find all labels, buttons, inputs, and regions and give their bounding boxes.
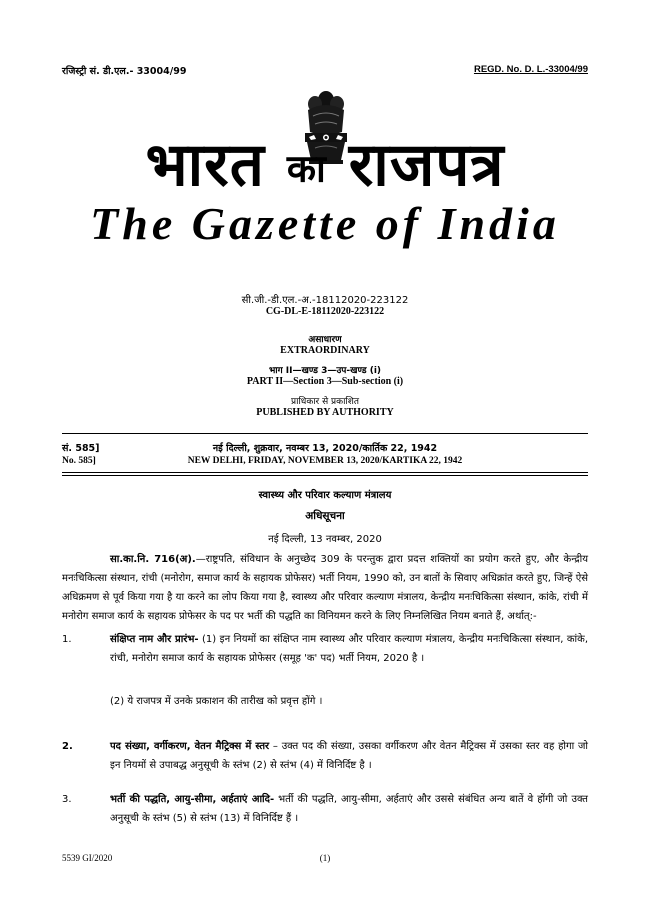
gazette-code-hindi: सी.जी.-डी.एल.-अ.-18112020-223122 xyxy=(241,295,409,306)
preamble-text: —राष्ट्रपति, संविधान के अनुच्छेद 309 के परन्तुक द्वारा प्रदत्त शक्तियों का प्रयोग करते हुए, और केन्द्रीय मनःचिकित्सा संस्थान, रांची (मनोरोग, समाज कार्य के सहायक प्रोफेसर) भर्ती नियम, 1990 को, उन बातों के सिवाए अधिक्रांत करते हुए, जिन्हें ऐसे अधिक्रमण से पूर्व किया गया है या करने का लोप किया गया है, स्वास्थ्य और परिवार कल्याण मंत्रालय, केन्द्रीय मनःचिकित्सा संस्थान, कांके, रांची में मनोरोग समाज कार्य के सहायक प्रोफेसर के पद पर भर्ती की पद्धति का विनियमन करने के लिए निम्नलिखित नियम बनाते हैं, अर्थात्:- xyxy=(62,554,588,622)
extraordinary-hindi: असाधारण xyxy=(308,335,342,345)
registration-number-english: REGD. No. D. L.-33004/99 xyxy=(473,64,588,75)
published-by-authority-english: PUBLISHED BY AUTHORITY xyxy=(256,407,394,418)
preamble-paragraph xyxy=(62,550,588,626)
divider-bottom xyxy=(62,472,588,473)
rule-3 xyxy=(62,790,588,828)
part-section-english: PART II—Section 3—Sub-section (i) xyxy=(246,376,404,387)
masthead-english: The Gazette of India xyxy=(90,198,560,249)
divider-bottom-thin xyxy=(62,475,588,476)
place-date: नई दिल्ली, 13 नवम्बर, 2020 xyxy=(268,534,382,545)
published-by-authority-hindi: प्राधिकार से प्रकाशित xyxy=(291,397,359,407)
rule-3-number: 3. xyxy=(62,794,72,805)
divider-top xyxy=(62,433,588,434)
notification-title: अधिसूचना xyxy=(305,510,345,522)
extraordinary-english: EXTRAORDINARY xyxy=(280,345,370,356)
rule-2-text: – उक्त पद की संख्या, उसका वर्गीकरण और वेतन मैट्रिक्स में उसका स्तर वह होगा जो इन नियमों से उपाबद्ध अनुसूची के स्तंभ (2) से स्तंभ (4) में विनिर्दिष्ट है । xyxy=(110,741,588,771)
ministry-name: स्वास्थ्य और परिवार कल्याण मंत्रालय xyxy=(258,490,392,501)
rule-1-heading: संक्षिप्त नाम और प्रारंभ- xyxy=(110,634,199,645)
rule-1-text: (1) इन नियमों का संक्षिप्त नाम स्वास्थ्य और परिवार कल्याण मंत्रालय, केन्द्रीय मनःचिकित्सा संस्थान, कांके, रांची, मनोरोग समाज कार्य के सहायक प्रोफेसर (समूह 'क' पद) भर्ती नियम, 2020 है । xyxy=(110,634,588,664)
rule-2-heading: पद संख्या, वर्गीकरण, वेतन मैट्रिक्स में स्तर xyxy=(110,741,270,752)
registration-number-hindi: रजिस्ट्री सं. डी.एल.- 33004/99 xyxy=(62,66,187,77)
rule-3-heading: भर्ती की पद्धति, आयु-सीमा, अर्हताएं आदि- xyxy=(110,794,275,805)
rule-1-sub-text: (2) ये राजपत्र में उनके प्रकाशन की तारीख को प्रवृत्त होंगे । xyxy=(110,696,323,707)
issue-date-hindi: नई दिल्ली, शुक्रवार, नवम्बर 13, 2020/कार्तिक 22, 1942 xyxy=(212,443,438,454)
masthead-hindi-ka: का xyxy=(286,146,327,191)
rule-2-number: 2. xyxy=(62,741,73,752)
rule-1-number: 1. xyxy=(62,634,72,645)
issue-date-english: NEW DELHI, FRIDAY, NOVEMBER 13, 2020/KARTIKA 22, 1942 xyxy=(187,456,463,466)
rule-1-sub xyxy=(62,692,588,711)
gazette-code-english: CG-DL-E-18112020-223122 xyxy=(265,306,385,317)
gsr-number: सा.का.नि. 716(अ). xyxy=(110,554,196,565)
footer-code: 5539 GI/2020 xyxy=(62,853,113,863)
page-number: (1) xyxy=(319,853,331,863)
masthead-hindi-bharat: भारत xyxy=(145,130,265,200)
masthead-hindi-rajpatra: राजपत्र xyxy=(348,130,505,200)
rule-2 xyxy=(62,737,588,775)
masthead-hindi xyxy=(0,130,650,203)
rule-1 xyxy=(62,630,588,668)
rule-3-text: भर्ती की पद्धति, आयु-सीमा, अर्हताएं और उससे संबंधित अन्य बातें वे होंगी जो उक्त अनुसूची के स्तंभ (5) से स्तंभ (13) में विनिर्दिष्ट हैं । xyxy=(110,794,589,824)
issue-number-hindi: सं. 585] xyxy=(62,443,100,454)
part-section-hindi: भाग II—खण्ड 3—उप-खण्ड (i) xyxy=(268,366,382,376)
issue-number-english: No. 585] xyxy=(62,456,96,466)
